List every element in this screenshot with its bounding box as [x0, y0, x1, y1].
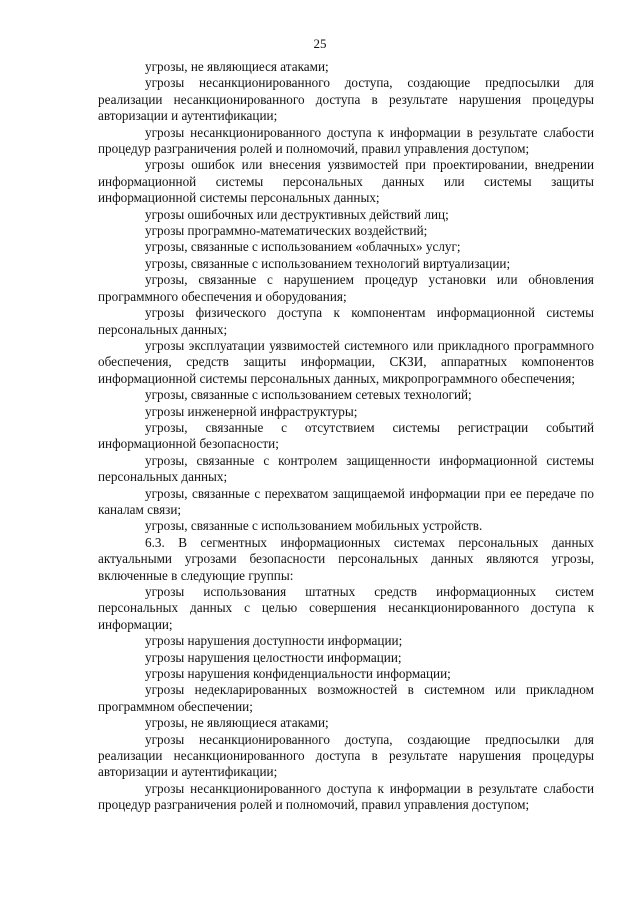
paragraph: угрозы ошибок или внесения уязвимостей при проектировании, внедрении информационной системы персональных данных или системы защиты информационной системы персональных данных; [98, 157, 594, 206]
paragraph: угрозы, связанные с использованием мобильных устройств. [145, 518, 483, 534]
paragraph: угрозы несанкционированного доступа, создающие предпосылки для реализации несанкционированного доступа в результате нарушения процедуры авторизации и аутентификации; [98, 75, 594, 124]
paragraph: угрозы, связанные с перехватом защищаемой информации при ее передаче по каналам связи; [98, 485, 594, 517]
paragraph: угрозы, связанные с использованием технологий виртуализации; [145, 255, 511, 271]
paragraph: угрозы нарушения целостности информации; [145, 649, 402, 665]
paragraph: угрозы, связанные с нарушением процедур установки или обновления программного обеспечения и оборудования; [98, 272, 594, 304]
paragraph: угрозы, не являющиеся атаками; [145, 59, 329, 74]
paragraph: угрозы инженерной инфраструктуры; [145, 403, 358, 419]
paragraph: угрозы несанкционированного доступа к информации в результате слабости процедур разграничения ролей и полномочий, правил управления доступом; [98, 780, 594, 813]
paragraph: 6.3. В сегментных информационных системах персональных данных актуальными угрозами безопасности персональных данных являются угрозы, включенные в следующие группы: [98, 534, 594, 583]
paragraph: угрозы программно-математических воздействий; [145, 223, 428, 239]
page-number: 25 [313, 36, 327, 51]
paragraph: угрозы использования штатных средств информационных систем персональных данных с целью совершения несанкционированного доступа к информации; [98, 584, 594, 632]
paragraph: угрозы нарушения конфиденциальности информации; [145, 666, 451, 682]
document-body [98, 59, 594, 814]
paragraph: угрозы недекларированных возможностей в системном или прикладном программном обеспечении; [98, 682, 594, 714]
paragraph: угрозы несанкционированного доступа, создающие предпосылки для реализации несанкционированного доступа в результате нарушения процедуры авторизации и аутентификации; [98, 731, 594, 780]
paragraph: угрозы, связанные с использованием «облачных» услуг; [145, 239, 461, 255]
paragraph: угрозы, связанные с использованием сетевых технологий; [145, 387, 472, 403]
paragraph: угрозы эксплуатации уязвимостей системного или прикладного программного обеспечения, средств защиты информации, СКЗИ, аппаратных компонентов информационной системы персональных данных, микропрограммного обеспечения; [98, 337, 594, 386]
paragraph: угрозы ошибочных или деструктивных действий лиц; [145, 206, 449, 222]
paragraph: угрозы, связанные с отсутствием системы регистрации событий информационной безопасности; [98, 419, 594, 452]
paragraph: угрозы, не являющиеся атаками; [145, 715, 329, 731]
paragraph: угрозы, связанные с контролем защищенности информационной системы персональных данных; [98, 452, 594, 485]
paragraph: угрозы физического доступа к компонентам информационной системы персональных данных; [98, 305, 594, 337]
paragraph: угрозы несанкционированного доступа к информации в результате слабости процедур разграничения ролей и полномочий, правил управления доступом; [98, 124, 594, 157]
paragraph: угрозы нарушения доступности информации; [145, 633, 403, 649]
